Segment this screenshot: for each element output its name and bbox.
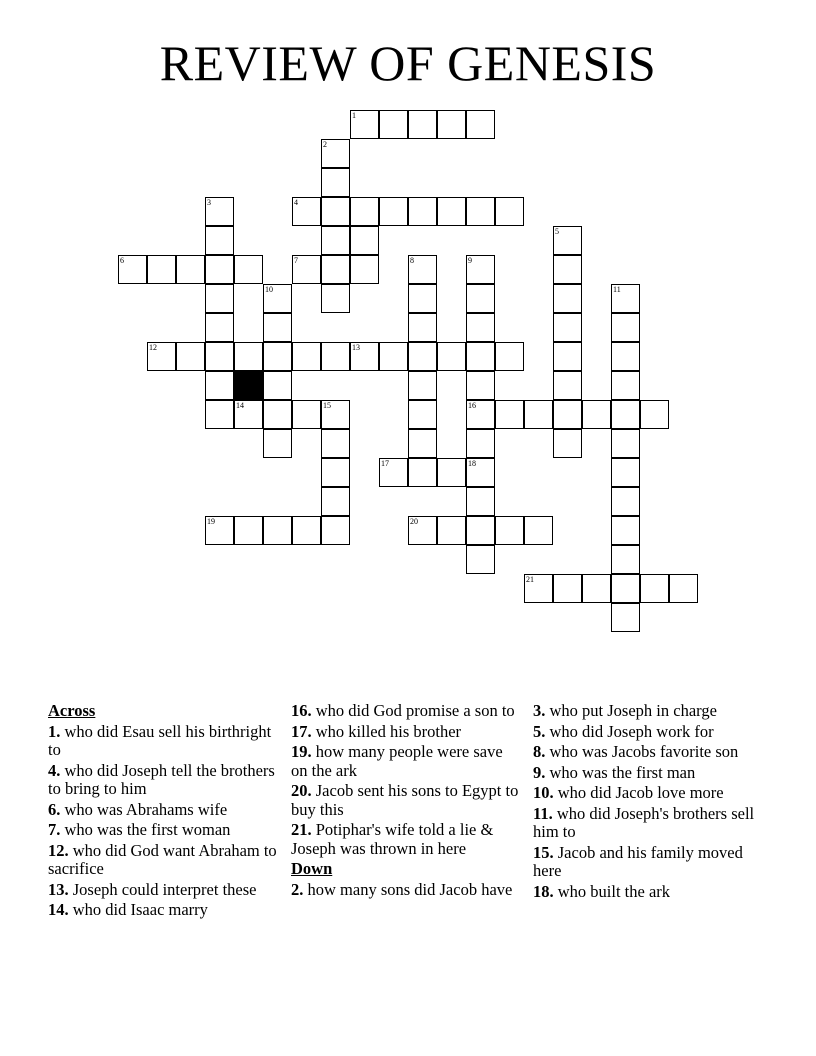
grid-cell[interactable] [350, 110, 379, 139]
grid-cell[interactable] [147, 342, 176, 371]
grid-cell[interactable] [263, 516, 292, 545]
grid-cell[interactable] [495, 197, 524, 226]
grid-cell[interactable] [263, 400, 292, 429]
grid-cell[interactable] [553, 429, 582, 458]
grid-cell[interactable] [437, 197, 466, 226]
grid-cell[interactable] [263, 429, 292, 458]
clue-across-12: 12. who did God want Abraham to sacrifice [48, 840, 277, 878]
grid-cell[interactable] [611, 284, 640, 313]
clues-column-1 [48, 702, 280, 922]
clue-across-7: 7. who was the first woman [48, 820, 231, 839]
clue-number: 13 [352, 343, 360, 352]
grid-cell[interactable] [263, 284, 292, 313]
grid-cell[interactable] [553, 284, 582, 313]
grid-cell[interactable] [582, 400, 611, 429]
clue-number: 19 [207, 517, 215, 526]
grid-cell[interactable] [408, 458, 437, 487]
grid-cell[interactable] [321, 458, 350, 487]
grid-cell[interactable] [466, 400, 495, 429]
grid-cell[interactable] [553, 371, 582, 400]
grid-cell[interactable] [611, 458, 640, 487]
grid-cell[interactable] [118, 255, 147, 284]
grid-cell[interactable] [408, 313, 437, 342]
grid-cell[interactable] [205, 371, 234, 400]
grid-cell[interactable] [611, 603, 640, 632]
clue-across-1: 1. who did Esau sell his birthright to [48, 721, 272, 759]
grid-cell[interactable] [466, 255, 495, 284]
grid-cell[interactable] [495, 400, 524, 429]
grid-cell[interactable] [321, 342, 350, 371]
clue-number: 21 [526, 575, 534, 584]
grid-cell[interactable] [350, 226, 379, 255]
grid-cell[interactable] [205, 284, 234, 313]
clue-down-8: 8. who was Jacobs favorite son [533, 742, 739, 761]
grid-cell[interactable] [408, 342, 437, 371]
grid-cell[interactable] [611, 574, 640, 603]
grid-cell[interactable] [466, 545, 495, 574]
grid-cell[interactable] [292, 342, 321, 371]
grid-cell[interactable] [350, 197, 379, 226]
grid-cell[interactable] [292, 197, 321, 226]
clue-number: 4 [294, 198, 298, 207]
grid-cell[interactable] [466, 458, 495, 487]
grid-cell[interactable] [205, 226, 234, 255]
grid-cell[interactable] [553, 226, 582, 255]
grid-cell[interactable] [234, 400, 263, 429]
grid-cell[interactable] [350, 342, 379, 371]
clue-down-10: 10. who did Jacob love more [533, 783, 724, 802]
grid-cell[interactable] [524, 574, 553, 603]
grid-cell[interactable] [553, 400, 582, 429]
grid-cell[interactable] [263, 342, 292, 371]
grid-cell[interactable] [379, 110, 408, 139]
grid-cell[interactable] [437, 516, 466, 545]
grid-cell[interactable] [611, 429, 640, 458]
clue-number: 20 [410, 517, 418, 526]
grid-cell[interactable] [640, 400, 669, 429]
grid-cell[interactable] [611, 400, 640, 429]
grid-cell[interactable] [292, 400, 321, 429]
grid-cell[interactable] [321, 226, 350, 255]
grid-cell[interactable] [321, 284, 350, 313]
clues-column-3 [533, 702, 765, 903]
clue-down-18: 18. who built the ark [533, 881, 671, 901]
clue-number: 18 [468, 459, 476, 468]
grid-cell[interactable] [466, 487, 495, 516]
grid-cell[interactable] [205, 313, 234, 342]
clues-column-2 [291, 702, 523, 901]
grid-cell[interactable] [205, 197, 234, 226]
grid-cell[interactable] [321, 487, 350, 516]
grid-cell[interactable] [147, 255, 176, 284]
grid-cell[interactable] [437, 342, 466, 371]
grid-cell[interactable] [408, 400, 437, 429]
grid-cell[interactable] [234, 516, 263, 545]
grid-cell[interactable] [466, 284, 495, 313]
clue-across-21: 21. Potiphar's wife told a lie & Joseph was thrown in here [291, 820, 494, 858]
clue-across-6: 6. who was Abrahams wife [48, 799, 228, 819]
puzzle-title: REVIEW OF GENESIS [159, 35, 657, 91]
grid-cell[interactable] [495, 342, 524, 371]
clue-across-20: 20. Jacob sent his sons to Egypt to buy this [291, 781, 519, 819]
clue-number: 8 [410, 256, 414, 265]
grid-cell[interactable] [321, 139, 350, 168]
clue-down-5: 5. who did Joseph work for [533, 721, 714, 741]
grid-cell[interactable] [466, 342, 495, 371]
grid-cell[interactable] [553, 255, 582, 284]
grid-cell[interactable] [205, 516, 234, 545]
grid-cell[interactable] [553, 574, 582, 603]
clue-number: 15 [323, 401, 331, 410]
clue-number: 9 [468, 256, 472, 265]
grid-cell[interactable] [611, 371, 640, 400]
clue-number: 10 [265, 285, 273, 294]
grid-cell[interactable] [321, 516, 350, 545]
grid-cell-blocked [234, 371, 263, 400]
clue-number: 7 [294, 256, 298, 265]
clue-across-4: 4. who did Joseph tell the brothers to bring to him [48, 760, 275, 798]
grid-cell[interactable] [292, 516, 321, 545]
grid-cell[interactable] [408, 110, 437, 139]
clue-across-13: 13. Joseph could interpret these [48, 879, 257, 899]
grid-cell[interactable] [379, 342, 408, 371]
grid-cell[interactable] [379, 458, 408, 487]
clue-across-16: 16. who did God promise a son to [291, 701, 515, 720]
clue-number: 12 [149, 343, 157, 352]
grid-cell[interactable] [582, 574, 611, 603]
clue-down-9: 9. who was the first man [533, 762, 696, 782]
clue-number: 14 [236, 401, 244, 410]
clue-across-14: 14. who did Isaac marry [48, 900, 208, 919]
clue-down-3: 3. who put Joseph in charge [533, 701, 717, 720]
clue-down-2: 2. how many sons did Jacob have [291, 879, 513, 899]
grid-cell[interactable] [321, 197, 350, 226]
grid-cell[interactable] [408, 429, 437, 458]
grid-cell[interactable] [669, 574, 698, 603]
grid-cell[interactable] [321, 400, 350, 429]
grid-cell[interactable] [321, 429, 350, 458]
grid-cell[interactable] [466, 313, 495, 342]
clue-across-19: 19. how many people were save on the ark [291, 742, 503, 780]
grid-cell[interactable] [205, 255, 234, 284]
grid-cell[interactable] [495, 516, 524, 545]
grid-cell[interactable] [350, 255, 379, 284]
grid-cell[interactable] [263, 313, 292, 342]
clue-number: 2 [323, 140, 327, 149]
clue-down-15: 15. Jacob and his family moved here [533, 842, 743, 880]
grid-cell[interactable] [553, 342, 582, 371]
grid-cell[interactable] [611, 545, 640, 574]
clue-down-11: 11. who did Joseph's brothers sell him to [533, 803, 755, 841]
grid-cell[interactable] [611, 487, 640, 516]
grid-cell[interactable] [408, 255, 437, 284]
grid-cell[interactable] [234, 255, 263, 284]
grid-cell[interactable] [437, 458, 466, 487]
grid-cell[interactable] [611, 516, 640, 545]
clue-number: 6 [120, 256, 124, 265]
grid-cell[interactable] [553, 313, 582, 342]
grid-cell[interactable] [524, 516, 553, 545]
grid-cell[interactable] [263, 371, 292, 400]
grid-cell[interactable] [524, 400, 553, 429]
grid-cell[interactable] [176, 255, 205, 284]
clue-number: 11 [613, 285, 621, 294]
down-heading: Down [291, 859, 333, 878]
grid-cell[interactable] [321, 168, 350, 197]
grid-cell[interactable] [205, 342, 234, 371]
grid-cell[interactable] [466, 516, 495, 545]
grid-cell[interactable] [321, 255, 350, 284]
clue-number: 1 [352, 111, 356, 120]
grid-cell[interactable] [408, 197, 437, 226]
clue-number: 3 [207, 198, 211, 207]
grid-cell[interactable] [379, 197, 408, 226]
clue-number: 5 [555, 227, 559, 236]
grid-cell[interactable] [611, 313, 640, 342]
grid-cell[interactable] [466, 429, 495, 458]
grid-cell[interactable] [292, 255, 321, 284]
grid-cell[interactable] [205, 400, 234, 429]
grid-cell[interactable] [611, 342, 640, 371]
grid-cell[interactable] [234, 342, 263, 371]
clue-number: 17 [381, 459, 389, 468]
grid-cell[interactable] [408, 371, 437, 400]
grid-cell[interactable] [176, 342, 205, 371]
across-heading: Across [48, 701, 96, 720]
grid-cell[interactable] [408, 284, 437, 313]
grid-cell[interactable] [466, 110, 495, 139]
grid-cell[interactable] [640, 574, 669, 603]
grid-cell[interactable] [408, 516, 437, 545]
grid-cell[interactable] [437, 110, 466, 139]
clue-across-17: 17. who killed his brother [291, 721, 462, 741]
grid-cell[interactable] [466, 197, 495, 226]
grid-cell[interactable] [466, 371, 495, 400]
clue-number: 16 [468, 401, 476, 410]
